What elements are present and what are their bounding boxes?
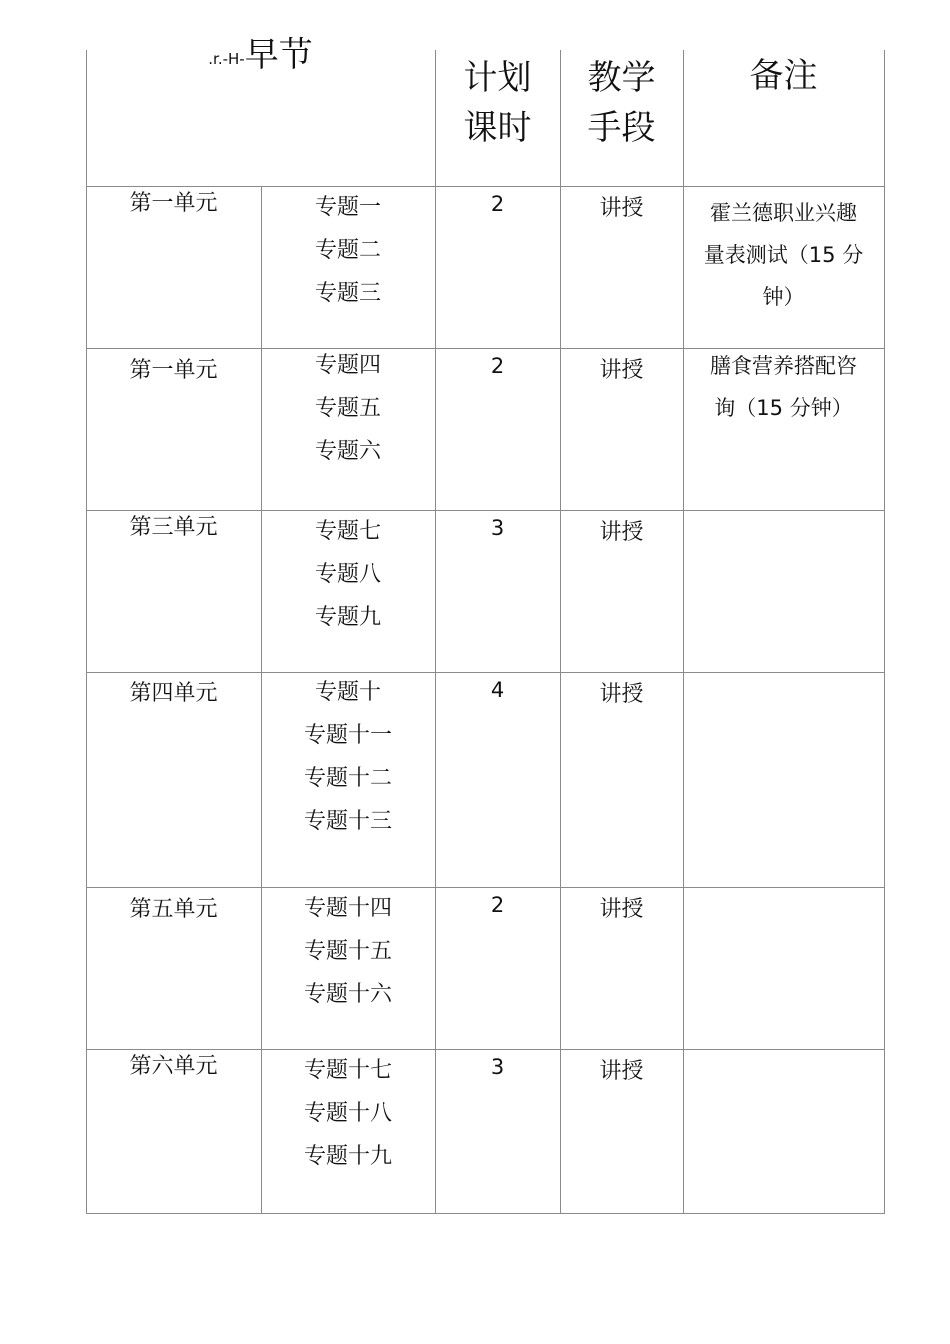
table-border-bottom — [86, 1213, 885, 1214]
header-notes — [683, 51, 884, 101]
row-6-method: 讲授 — [599, 1059, 644, 1084]
note-line: 询（15 分钟） — [714, 396, 853, 420]
topic-item: 专题八 — [314, 562, 381, 587]
row-1-unit: 第一单元 — [129, 191, 218, 216]
topic-item: 专题五 — [314, 396, 381, 421]
row-divider — [86, 887, 885, 888]
topic-item: 专题十三 — [303, 809, 392, 834]
row-2-unit: 第一单元 — [129, 358, 218, 383]
row-2-method: 讲授 — [599, 358, 644, 383]
topic-item: 专题四 — [314, 353, 381, 378]
row-5-hours: 2 — [490, 893, 505, 917]
topic-item: 专题十八 — [303, 1101, 392, 1126]
note-line: 膳食营养搭配咨 — [710, 354, 857, 378]
row-3-method: 讲授 — [599, 520, 644, 545]
header-teaching-method-line2: 手段 — [587, 108, 656, 148]
row-6-unit: 第六单元 — [129, 1054, 218, 1079]
topic-item: 专题一 — [314, 195, 381, 220]
row-4-method: 讲授 — [599, 682, 644, 707]
table-border-right — [884, 50, 885, 1214]
row-2-hours: 2 — [490, 354, 505, 378]
row-4-hours: 4 — [490, 678, 505, 702]
header-planned-hours — [435, 53, 560, 153]
row-5-topics — [261, 887, 435, 1016]
header-chapter-prefix: .r.-H- — [208, 50, 245, 68]
topic-item: 专题十五 — [303, 939, 392, 964]
row-divider — [86, 510, 885, 511]
table-border-left — [86, 50, 87, 1214]
header-notes-text: 备注 — [749, 56, 818, 96]
topic-item: 专题七 — [314, 519, 381, 544]
topic-item: 专题十 — [314, 680, 381, 705]
note-line: 霍兰德职业兴趣 — [710, 201, 857, 225]
row-2-notes — [683, 345, 884, 429]
topic-item: 专题十二 — [303, 766, 392, 791]
row-5-method: 讲授 — [599, 897, 644, 922]
topic-item: 专题十六 — [303, 982, 392, 1007]
table-divider-chapter — [435, 50, 436, 1214]
topic-item: 专题十一 — [303, 723, 392, 748]
topic-item: 专题十九 — [303, 1144, 392, 1169]
row-1-hours: 2 — [490, 192, 505, 216]
topic-item: 专题六 — [314, 439, 381, 464]
note-line: 量表测试（15 分 — [703, 243, 864, 267]
row-4-topics — [261, 671, 435, 843]
header-planned-hours-line1: 计划 — [463, 58, 532, 98]
topic-item: 专题十四 — [303, 896, 392, 921]
row-3-hours: 3 — [490, 516, 505, 540]
row-2-topics — [261, 344, 435, 473]
row-divider — [86, 186, 885, 187]
row-6-hours: 3 — [490, 1055, 505, 1079]
header-teaching-method — [560, 53, 683, 153]
topic-item: 专题十七 — [303, 1058, 392, 1083]
row-5-unit: 第五单元 — [129, 897, 218, 922]
header-chapter — [86, 30, 435, 86]
row-3-unit: 第三单元 — [129, 515, 218, 540]
header-planned-hours-line2: 课时 — [463, 108, 532, 148]
note-line: 钟） — [762, 285, 805, 309]
header-chapter-text: 早节 — [244, 35, 313, 75]
row-divider — [86, 672, 885, 673]
row-divider — [86, 1049, 885, 1050]
row-1-notes — [683, 192, 884, 318]
table-divider-hours — [560, 50, 561, 1214]
row-3-topics — [261, 510, 435, 639]
header-teaching-method-line1: 教学 — [587, 58, 656, 98]
topic-item: 专题九 — [314, 605, 381, 630]
row-4-unit: 第四单元 — [129, 681, 218, 706]
topic-item: 专题三 — [314, 281, 381, 306]
row-1-topics — [261, 186, 435, 315]
row-1-method: 讲授 — [599, 196, 644, 221]
row-6-topics — [261, 1049, 435, 1178]
topic-item: 专题二 — [314, 238, 381, 263]
